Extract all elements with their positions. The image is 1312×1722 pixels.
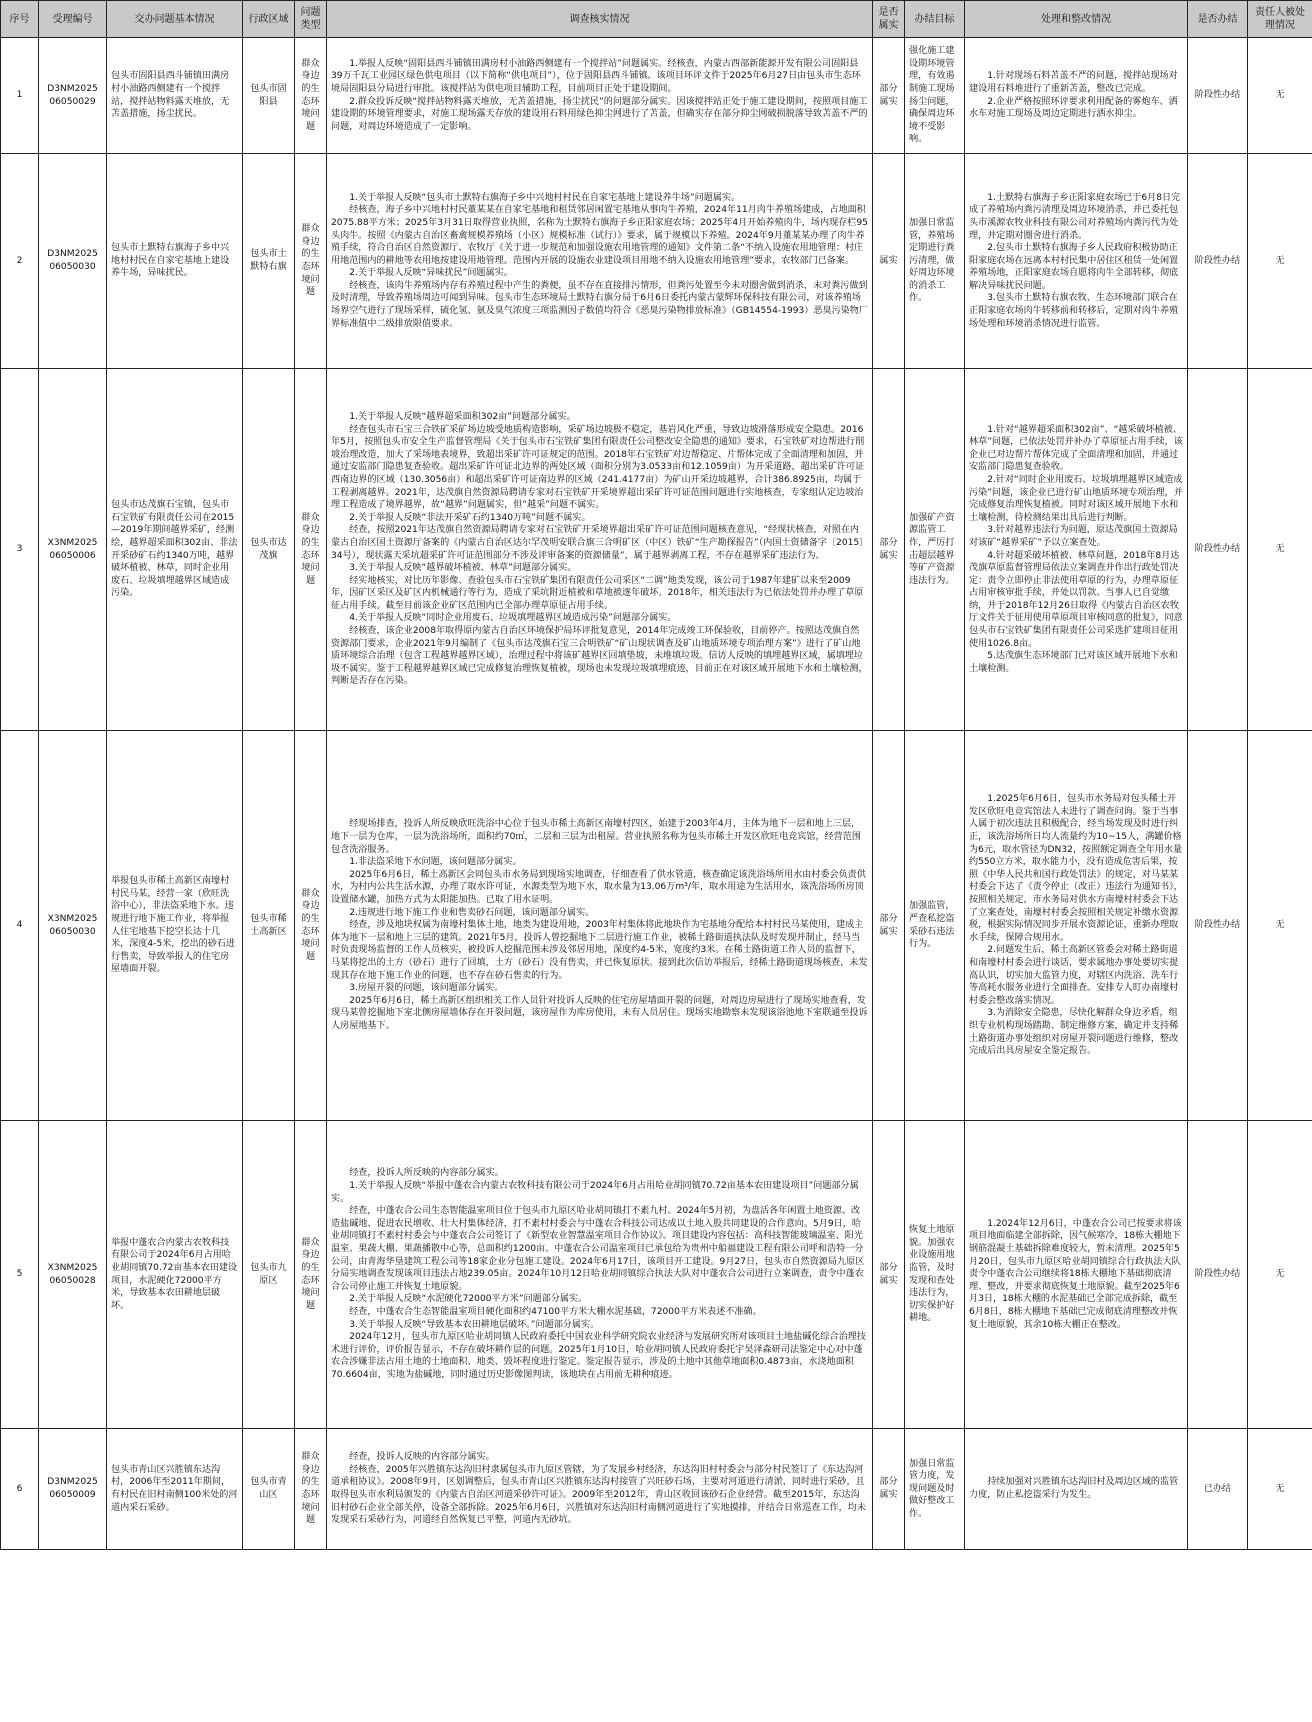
rectification-plan-paragraph: 2.企业严格按照环评要求利用配备的雾炮车、洒水车对施工现场及周边定期进行洒水抑尘。 xyxy=(969,96,1178,120)
case-id: D3NM2025 06050030 xyxy=(39,154,107,369)
region: 包头市固阳县 xyxy=(243,38,295,154)
investigation-detail-paragraph: 经实地核实，对比历年影像、查验包头市石宝铁矿集团有限责任公司采区“二调”地类发现，该公司于1987年建矿以来至2009年，因矿区采区及矿区内机械通行等行为，造成了采坑附近植被和草地被逐年破坏。2018年，相关违法行为已依法处罚并办理了草原征占用手续。截至目前该企业矿区范围内已全部办理草原征占用手续。 xyxy=(331,575,864,611)
is-true: 部分属实 xyxy=(873,38,905,154)
problem-type: 群众身边的生态环境问题 xyxy=(295,1429,327,1550)
table-row xyxy=(1,154,1312,369)
row-number: 2 xyxy=(1,154,39,369)
rectification-plan xyxy=(965,1429,1188,1550)
investigation-detail-paragraph: 1.非法盗采地下水问题，该问题部分属实。 xyxy=(349,857,522,868)
row-number: 1 xyxy=(1,38,39,154)
done-status: 阶段性办结 xyxy=(1188,369,1248,731)
investigation-detail-paragraph: 经查，按照2021年达茂旗自然资源局聘请专家对石宝铁矿开采境界超出采矿许可证范围问题核查意见，“经现状核查，对照在内蒙古自治区国土资源厅备案的《内蒙古自治区达尔罕茂明安联合旗三合明矿区（中区）铁矿“生产勘探报告”（内国土资储备字〔2015〕34号），现状露天采坑超采矿许可证范围部分不涉及评审备案的资源储量”，属于越界剥离工程，不存在越界采矿违法行为。 xyxy=(331,525,864,561)
row-number: 3 xyxy=(1,369,39,731)
header-done: 是否办结 xyxy=(1188,1,1248,38)
investigation-detail-paragraph: 1.举报人反映“固阳县西斗铺镇田满房村小油路西侧建有一个搅拌站”问题属实。经核查，内蒙古西部新能源开发有限公司固阳县39万千瓦工业园区绿色供电项目（以下简称“供电项目”），位于固阳县西斗铺镇。该项目环评文件于2025年6月27日由包头市生态环境局固阳县分局进行审批。该搅拌站为供电项目辅助工程，目前项目正处于建设期间。 xyxy=(331,58,861,94)
rectification-plan-paragraph: 1.土默特右旗海子乡正阳家庭农场已于6月8日完成了养殖场内粪污清理及周边环境消杀，并已委托包头市溪源农牧业科技有限公司对养殖场内粪污代为处理，并定期对圈舍进行消杀。 xyxy=(969,192,1181,241)
done-status: 阶段性办结 xyxy=(1188,1121,1248,1429)
is-true: 部分属实 xyxy=(873,731,905,1121)
investigation-detail-paragraph: 1.关于举报人反映“包头市土默特右旗海子乡中兴地村村民在自家宅基地上建设养牛场”问题属实。 xyxy=(349,192,741,203)
punish-status: 无 xyxy=(1248,1429,1312,1550)
target: 加强日常监管力度，发现问题及时做好整改工作。 xyxy=(905,1429,965,1550)
header-no: 序号 xyxy=(1,1,39,38)
case-id: D3NM2025 06050029 xyxy=(39,38,107,154)
region: 包头市稀土高新区 xyxy=(243,731,295,1121)
rectification-plan-paragraph: 1.针对现场石料苫盖不严的问题，搅拌站现场对建设用石料堆进行了重新苫盖，整改已完成。 xyxy=(969,71,1178,94)
basic-info: 举报包头市稀土高新区南壕村村民马某，经营一家（欣旺洗浴中心），非法盗采地下水。违规进行地下施工作业，将举报人住宅地基下挖空长达十几米，深度4-5米，挖出的砂石进行售卖，导致举报人的住宅房屋墙面开裂。 xyxy=(107,731,243,1121)
punish-status: 无 xyxy=(1248,369,1312,731)
case-id: D3NM2025 06050009 xyxy=(39,1429,107,1550)
header-punish: 责任人被处理情况 xyxy=(1248,1,1312,38)
rectification-plan-paragraph: 3.针对越界违法行为问题，原达茂旗国土资源局对该矿“越界采矿”予以立案查处。 xyxy=(969,525,1178,548)
is-true: 属实 xyxy=(873,154,905,369)
table-row xyxy=(1,369,1312,731)
rectification-plan-paragraph: 5.达茂旗生态环境部门已对该区域开展地下水和土壤检测。 xyxy=(969,651,1178,674)
investigation-detail-paragraph: 经核查，该肉牛养殖场内存有养殖过程中产生的粪便，虽不存在直接排污情形，但粪污处置至今未对圈舍做到消杀，未对粪污做到及时清理，导致养殖场周边可闻到异味。包头市生态环境局土默特右旗分局于6月6日委托内蒙古蒙辉环保科技有限公司，对该养殖场场界空气进行了现场采样，硫化氢、氨及臭气浓度三项监测因子数值均符合《恶臭污染物排放标准》（GB14554-1993）恶臭污染物厂界标准值中二级排放限值要求。 xyxy=(331,280,868,329)
investigation-detail-paragraph: 2024年12月，包头市九原区哈业胡同镇人民政府委托中国农业科学研究院农业经济与发展研究所对该项目土地盐碱化综合治理技术进行评价，评价报告显示，不存在破坏耕作层的问题。2025年1月10日，哈业胡同镇人民政府委托宇昊泽森研司法鉴定中心对中蓬农合涉嫌非法占用土地的土地面积、地类、毁坏程度进行鉴定。鉴定报告显示，涉及的土地中其他草地面积0.4873亩，水浇地面积70.6604亩，实地为盐碱地，同时通过历史影像图判读，该地块在占用前无耕种痕迹。 xyxy=(331,1332,866,1380)
row-number: 4 xyxy=(1,731,39,1121)
case-id: X3NM2025 06050006 xyxy=(39,369,107,731)
problem-type: 群众身边的生态环境问题 xyxy=(295,369,327,731)
investigation-detail-paragraph: 3.关于举报人反映“越界破坏植被、林草”问题部分属实。 xyxy=(349,563,577,574)
investigation-detail-paragraph: 经核查，海子乡中兴地村村民董某某在自家宅基地和租赁邻居闲置宅基地从事肉牛养殖，2024年11月肉牛养殖场建成，占地面积2075.88平方米；2025年3月31日取得营业执照，名称为土默特右旗海子乡正阳家庭农场；2025年4月开始养殖肉牛，场内现存栏95头肉牛。按照《内蒙古自治区畜禽规模养殖场（小区）规模标准（试行）》要求，属于规模以下养殖。2024年9月董某某办理了肉牛养殖手续，符合自治区自然资源厅、农牧厅《关于进一步规范和加强设施农用地管理的通知》文件第二条“不纳入设施农用地管理：村庄用地范围内的耕地等农用地按建设用地管理。范围内开展的设施农业建设项目用地不纳入设施农用地管理”要求，农牧部门已备案。 xyxy=(331,205,868,266)
target: 强化施工建设期环境管理，有效遏制施工现场扬尘问题，确保周边环境不受影响。 xyxy=(905,38,965,154)
target: 恢复土地原貌。加强农业设施用地监管，及时发现和查处违法行为，切实保护好耕地。 xyxy=(905,1121,965,1429)
header-target: 办结目标 xyxy=(905,1,965,38)
done-status: 阶段性办结 xyxy=(1188,731,1248,1121)
table-row xyxy=(1,38,1312,154)
problem-type: 群众身边的生态环境问题 xyxy=(295,731,327,1121)
target: 加强监管，严查私挖盗采砂石违法行为。 xyxy=(905,731,965,1121)
target: 加强日常监管，养殖场定期进行粪污清理，做好周边环境的消杀工作。 xyxy=(905,154,965,369)
row-number: 5 xyxy=(1,1121,39,1429)
punish-status: 无 xyxy=(1248,38,1312,154)
case-id: X3NM2025 06050028 xyxy=(39,1121,107,1429)
basic-info: 包头市达茂旗石宝镇，包头市石宝铁矿有限责任公司在2015—2019年期间越界采矿，经测绘，越界超采面积302亩、非法开采砂矿石约1340万吨，越界破坏植被、林草，同时企业用废石、垃圾填埋越界区域造成污染。 xyxy=(107,369,243,731)
investigation-detail-paragraph: 2.关于举报人反映“非法开采矿石约1340万吨”问题不属实。 xyxy=(349,512,591,523)
header-region: 行政区域 xyxy=(243,1,295,38)
rectification-plan-paragraph: 2.包头市土默特右旗海子乡人民政府积极协助正阳家庭农场在远离本村村民集中居住区租赁一处闲置养殖场地，正阳家庭农场自愿将肉牛全部转移，彻底解决异味扰民问题。 xyxy=(969,243,1179,291)
investigation-detail-paragraph: 2.关于举报人反映“水泥硬化72000平方米”问题部分属实。 xyxy=(349,1294,588,1305)
rectification-plan-paragraph: 3.包头市土默特右旗农牧、生态环境部门联合在正阳家庭农场肉牛转移前和转移后，定期对肉牛养殖场处理和环境消杀情况进行监管。 xyxy=(969,293,1179,329)
row-number: 6 xyxy=(1,1429,39,1550)
header-truth: 是否属实 xyxy=(873,1,905,38)
problem-type: 群众身边的生态环境问题 xyxy=(295,1121,327,1429)
punish-status: 无 xyxy=(1248,154,1312,369)
rectification-plan xyxy=(965,369,1188,731)
region: 包头市青山区 xyxy=(243,1429,295,1550)
rectification-plan-paragraph: 1.2025年6月6日，包头市水务局对包头稀土开发区欣旺电竞宾馆法人未进行了调查问询。鉴于当事人属于初次违法且积极配合，经当场发现及时进行纠正，该洗浴场所日均人流量约为10~15人，满罐价格为6元，取水管径为DN32，按照额定调查全年用水量约550立方米，取水能力小，没有造成危害后果，按照《中华人民共和国行政处罚法》的规定，对马某某村委会下达了《责令停止（改正）违法行为通知书》，按照相关规定，市水务局对供水方南壕村村委会下达了立案查处，南壕村村委会按照相关规定补缴水资源税，根据实际情况同步开展水资源论证，重新办理取水手续，保障合规用水。 xyxy=(969,794,1183,943)
rectification-plan xyxy=(965,38,1188,154)
is-true: 部分属实 xyxy=(873,1429,905,1550)
table-row xyxy=(1,1121,1312,1429)
investigation-detail-paragraph: 1.关于举报人反映“越界超采面积302亩”问题部分属实。 xyxy=(349,411,576,422)
rectification-plan xyxy=(965,1121,1188,1429)
region: 包头市土默特右旗 xyxy=(243,154,295,369)
rectification-plan-paragraph: 持续加强对兴胜镇东达沟旧村及周边区域的监管力度，防止私挖盗采行为发生。 xyxy=(969,1477,1179,1500)
rectification-plan-paragraph: 1.2024年12月6日，中蓬农合公司已按要求将该项目地面临建全部拆除，因气候寒冷，18栋大棚地下钢筋混凝土基础拆除难度较大，暂未清理。2025年5月20日，包头市九原区哈业胡同镇综合行政执法大队责令中蓬农合公司继续将18栋大棚地下基础彻底清理、整改，并要求彻底恢复土地原貌。截至2025年6月3日，18栋大棚的水泥基础已全部完成拆除，截至6月8日，8栋大棚地下基础已完成彻底清理整改并恢复土地原貌，其余10栋大棚正在整改。 xyxy=(969,1218,1182,1330)
region: 包头市九原区 xyxy=(243,1121,295,1429)
done-status: 阶段性办结 xyxy=(1188,38,1248,154)
investigation-detail-paragraph: 3.关于举报人反映“导致基本农田耕地层破坏。”问题部分属实。 xyxy=(349,1319,600,1330)
table-row xyxy=(1,1429,1312,1550)
done-status: 阶段性办结 xyxy=(1188,154,1248,369)
investigation-detail-paragraph: 2.群众投诉反映“搅拌站物料露天堆放，无苫盖措施，扬尘扰民”的问题部分属实。因该搅拌站正处于施工建设期间，按照项目施工建设期的环境管理要求，对施工现场露天存放的建设用石料用绿色抑尘网进行了苫盖，但确实存在部分抑尘网破损脱落导致苫盖不严的问题，对周边环境造成了一定影响。 xyxy=(331,96,868,132)
target: 加强矿产资源监管工作，严厉打击超层越界等矿产资源违法行为。 xyxy=(905,369,965,731)
investigation-detail xyxy=(327,38,873,154)
investigation-detail-paragraph: 经核查，2005年兴胜镇东达沟旧村隶属包头市九原区管辖，为了发展乡村经济，东达沟旧村村委会与部分村民签订了《东达沟河道承租协议》。2008年9月，区划调整后，包头市青山区兴胜镇东达沟村接管了兴旺砂石场，主要对河道进行清淤，同时进行采砂，且取得包头市水利局颁发的《内蒙古自治区河道采砂许可证》。2009年至2012年，青山区收回该砂石企业经营。截至2015年，东达沟旧村砂石企业全部关停，设备全部拆除。2025年6月6日，兴胜镇对东达沟旧村南侧河道进行了实地摸排，并结合日常巡查工作，均未发现采石采砂行为，河道经自然恢复已平整，河道内无砂坑。 xyxy=(331,1464,866,1526)
basic-info: 举报中蓬农合内蒙古农牧科技有限公司于2024年6月占用哈业胡同镇70.72亩基本农田建设项目，水泥硬化72000平方米，导致基本农田耕地层破坏。 xyxy=(107,1121,243,1429)
investigation-detail xyxy=(327,154,873,369)
punish-status: 无 xyxy=(1248,1121,1312,1429)
rectification-plan-paragraph: 1.针对“越界超采面积302亩”、“越采破坏植被、林草”问题，已依法处罚并补办了草原征占用手续，该企业已对边帮片帮体完成了全面清理和加固，并通过安监部门隐患复查验收。 xyxy=(969,424,1183,473)
done-status: 已办结 xyxy=(1188,1429,1248,1550)
investigation-detail-paragraph: 经查，投诉人反映的内容部分属实。 xyxy=(349,1452,495,1463)
basic-info: 包头市固阳县西斗铺镇田满房村小油路西侧建有一个搅拌站，搅拌站物料露天堆放，无苫盖措施，扬尘扰民。 xyxy=(107,38,243,154)
investigation-detail-paragraph: 2.关于举报人反映“异味扰民”问题属实。 xyxy=(349,268,513,279)
rectification-plan-paragraph: 2.问题发生后，稀土高新区管委会对稀土路街道和南壕村村委会进行谈话，要求属地办事处要切实提高认识，切实加大监管力度，对辖区内洗浴、洗车行等高耗水服务业进行全面排查。安排专人盯办南壕村村委会整改落实情况。 xyxy=(969,945,1179,1006)
investigation-detail-paragraph: 1.关于举报人反映“举报中蓬农合内蒙古农牧科技有限公司于2024年6月占用哈业胡同镇70.72亩基本农田建设项目”问题部分属实。 xyxy=(331,1181,859,1204)
investigation-detail-paragraph: 经查，中蓬农合公司生态智能温室项目位于包头市九原区哈业胡同镇打不素九村。2024年5月初，为盘活各年闲置土地资源、改造盐碱地、促进农民增收、壮大村集体经济，打不素村村委会与中蓬农合科技公司达成以土地入股共同建设的合作意向。5月9日，哈业胡同镇打不素村村委会与中蓬农合公司签订了《新型农业智慧温室项目合作协议》。项目建设内容包括：高科技智能玻璃温室、阳光温室、果蔬大棚、果蔬播散中心等，总面积约1200亩。中蓬农合公司温室项目已承包给为贵州中船福建设工程有限公司呼和浩特一分公司，由青海华垦建筑工程公司等18家企业分包施工建设。2024年6月17日，该项目开工建设。9月27日，包头市自然资源局九原区分局实地调查发现该项目违法占地239.05亩。2024年10月12日哈业胡同镇综合执法大队对中蓬农合公司进行立案调查，责令中蓬农合公司停止施工并恢复土地原貌。 xyxy=(331,1206,865,1292)
header-row xyxy=(1,1,1312,38)
rectification-plan-paragraph: 3.为消除安全隐患，尽快化解群众身边矛盾，组织专业机构现场踏勘、制定维修方案，确定并支持稀土路街道办事处组织对房屋开裂问题进行维修，整改完成后出具房屋安全鉴定报告。 xyxy=(969,1008,1179,1057)
investigation-detail-paragraph: 经查，中蓬农合生态智能温室项目硬化面积约47100平方米大棚水泥基础，72000平方米表述不准确。 xyxy=(349,1306,762,1317)
investigation-detail xyxy=(327,1121,873,1429)
problem-type: 群众身边的生态环境问题 xyxy=(295,38,327,154)
rectification-plan xyxy=(965,731,1188,1121)
investigation-detail-paragraph: 4.关于举报人反映“同时企业用废石、垃圾填埋越界区域造成污染”问题部分属实。 xyxy=(349,613,677,624)
investigation-detail-paragraph: 经核查，该企业2008年取得原内蒙古自治区环境保护局环评批复意见，2014年完成竣工环保验收，目前停产。按照达茂旗自然资源部门要求，企业2021年9月编制了《包头市达茂旗石宝三合明铁矿“矿山现状调查及矿山地质环境专项治理方案”》进行了矿山地质环境综合治理（包含工程越界越界区域），治理过程中将该矿越界区回填垫坡，未堆填垃圾。信访人反映的填埋越界区域，属填埋垃圾不属实。鉴于工程越界越界区域已完成修复治理恢复植被，现场也未发现垃圾填埋痕迹，目前正在对该区域开展地下水和土壤检测，判断是否存在污染。 xyxy=(331,626,868,687)
basic-info: 包头市青山区兴胜镇东达沟村，2006年至2011年期间，有村民在旧村南侧100米处的河道内采石采砂。 xyxy=(107,1429,243,1550)
problem-type: 群众身边的生态环境问题 xyxy=(295,154,327,369)
case-id: X3NM2025 06050030 xyxy=(39,731,107,1121)
header-basic: 交办问题基本情况 xyxy=(107,1,243,38)
is-true: 部分属实 xyxy=(873,369,905,731)
rectification-plan-paragraph: 2.针对“同时企业用废石、垃圾填埋越界区域造成污染”问题，该企业已进行矿山地质环境专项治理，并完成修复治理恢复植被。同时对该区域开展地下水和土壤检测，待检测结果出具后进行判断。 xyxy=(969,474,1183,523)
investigation-detail-paragraph: 经查包头市石宝三合铁矿采矿场边坡受地质构造影响，采矿场边坡极不稳定，基岩风化严重，导致边坡滑落形成安全隐患。2016年5月，按照包头市安全生产监督管理局《关于包头市石宝铁矿集团有限责任公司整改安全隐患的通知》要求，石宝铁矿对边帮进行削坡治理改造，加大了采场地表境界，致超出采矿许可证规定的范围。2018年石宝铁矿对边帮稳定、片帮体完成了全面清理和加固，并通过安监部门隐患复查验收。超出采矿许可证北边界的两处区域（面积分别为3.0533亩和12.1059亩）为开采道路，超出采矿许可证西南边界的区域（130.3056亩）和超出采矿许可证南边界的区域（241.4177亩）为矿山开采边坡越界，合计386.8925亩，均属于工程剥离越界。2021年，达茂旗自然资源局聘请专家对石宝铁矿开采境界超出采矿许可证范围问题进行实地核查，专家组认定边坡治理工程造成了境界越界，故“越界”问题属实，但“越采”问题不属实。 xyxy=(331,424,865,511)
rectification-plan xyxy=(965,154,1188,369)
investigation-detail-paragraph: 2.违规进行地下施工作业和售卖砂石问题，该问题部分属实。 xyxy=(349,907,595,918)
investigation-detail-paragraph: 3.房屋开裂的问题，该问题部分属实。 xyxy=(349,983,504,994)
header-plan: 处理和整改情况 xyxy=(965,1,1188,38)
is-true: 部分属实 xyxy=(873,1121,905,1429)
region: 包头市达茂旗 xyxy=(243,369,295,731)
header-type: 问题类型 xyxy=(295,1,327,38)
investigation-detail-paragraph: 2025年6月6日，稀土高新区组织相关工作人员针对投诉人反映的住宅房屋墙面开裂的问题，对周边房屋进行了现场实地查看，发现马某曾挖掘地下室北侧房屋墙体存在开裂问题，该房屋作为库房使用，未有人员居住。现场实地勘察未发现该浴池地下室联通至投诉人房屋地基下。 xyxy=(331,995,868,1031)
investigation-detail-paragraph: 经现场排查，投诉人所反映欣旺洗浴中心位于包头市稀土高新区南壕村四区，始建于2003年4月，主体为地下一层和地上三层，地下一层为仓库，一层为洗浴场所，面积约70㎡，二层和三层为出租屋。营业执照名称为包头市稀土开发区欣旺电竞宾馆，经营范围包含洗浴服务。 xyxy=(331,819,861,855)
investigation-detail xyxy=(327,731,873,1121)
rectification-plan-paragraph: 4.针对超采破坏植被、林草问题，2018年8月达茂旗草原监督管理局依法立案调查并作出行政处罚决定：责令立即停止非法使用草原的行为，办理草原征占用审核审批手续，并处以罚款。当事人已自觉缴纳，并于2018年12月26日取得《内蒙古自治区农牧厅文件关于征用使用草原项目审核同意的批复》，同意包头市石宝铁矿集团有限责任公司采选扩建项目征用使用1026.8亩。 xyxy=(969,550,1183,649)
investigation-detail-paragraph: 2025年6月6日，稀土高新区会同包头市水务局到现场实地调查，仔细查看了供水管道，核查确定该洗浴场所用水由村委会负责供水，为村内公共生活水源，办理了取水许可证，水源类型为地下水，取水量为13.06万m³/年，取水用途为生活用水，该洗浴场所房顶设置储水罐，加热方式为太阳能加热。已取了用水证明。 xyxy=(331,869,866,906)
investigation-detail xyxy=(327,1429,873,1550)
header-detail: 调查核实情况 xyxy=(327,1,873,38)
investigation-detail xyxy=(327,369,873,731)
investigation-detail-paragraph: 经查，投诉人所反映的内容部分属实。 xyxy=(349,1168,504,1179)
basic-info: 包头市土默特右旗海子乡中兴地村村民在自家宅基地上建设养牛场，异味扰民。 xyxy=(107,154,243,369)
investigation-detail-paragraph: 经查，涉及地块权属为南壕村集体土地，地类为建设用地，2003年村集体将此地块作为宅基地分配给本村村民马某使用，建成主体为地下一层和地上三层的建筑。2021年5月，投诉人曾挖掘地下二层进行施工作业，被稀土路街道执法队及时发现并制止，经马当时负责现场监督的工作人员核实，被投诉人挖掘范围未涉及邻居用地，深度约4-5米，宽度约3米。在稀土路街道工作人员的监督下，马某将挖出的土方（砂石）进行了回填，土方（砂石）没有售卖，并已恢复原状。接到此次信访举报后，经稀土路街道现场核查，未发现其存在地下施工作业的问题，也不存在砂石售卖的行为。 xyxy=(331,920,868,981)
punish-status: 无 xyxy=(1248,731,1312,1121)
header-id: 受理编号 xyxy=(39,1,107,38)
table-row xyxy=(1,731,1312,1121)
